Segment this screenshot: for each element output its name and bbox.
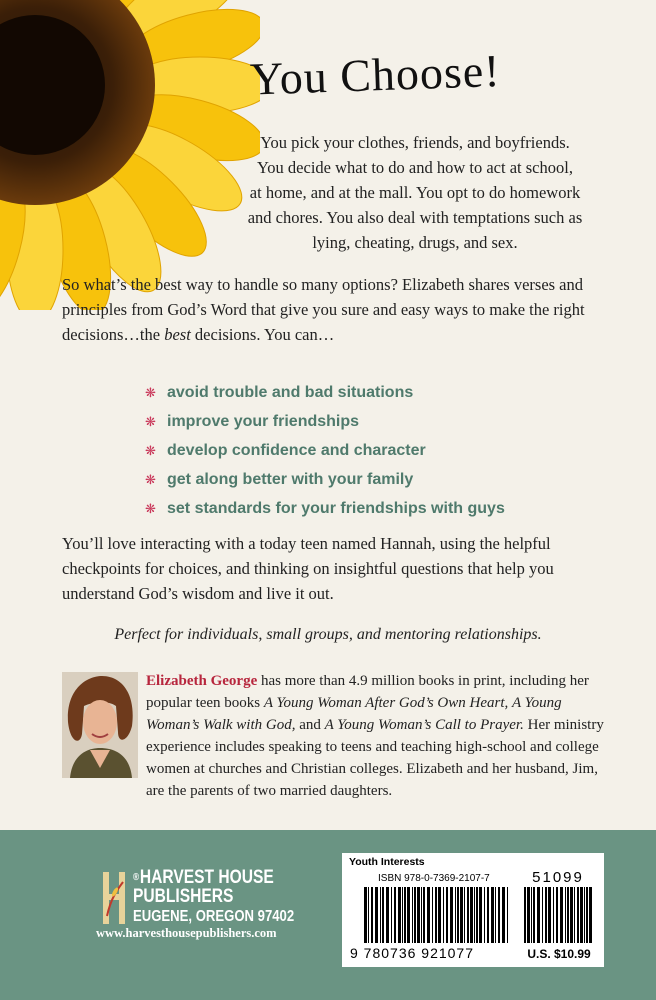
barcode-bar	[537, 887, 540, 943]
barcode-bar	[470, 887, 473, 943]
barcode-bar	[391, 887, 392, 943]
barcode-bar	[548, 887, 551, 943]
benefit-text: get along better with your family	[167, 471, 414, 488]
isbn-text: ISBN 978-0-7369-2107-7	[378, 873, 490, 884]
barcode-bar	[368, 887, 369, 943]
barcode-bar	[567, 887, 569, 943]
barcode-bar	[586, 887, 588, 943]
paragraph-text: You’ll love interacting with a today teen named Hannah, using the helpful checkpoints for choices, and thinking on insightful questions that help you understand God’s wisdom and live it out.	[62, 534, 554, 603]
barcode-bar	[577, 887, 579, 943]
harvest-house-logo	[101, 868, 127, 926]
barcode-bar	[560, 887, 563, 943]
publisher-name	[133, 868, 274, 906]
barcode-bar	[375, 887, 378, 943]
barcode-bar	[450, 887, 453, 943]
barcode-bar	[404, 887, 406, 943]
barcode-category: Youth Interests	[349, 856, 425, 868]
addon-number: 51099	[532, 869, 584, 886]
barcode-bar	[414, 887, 416, 943]
barcode-bar	[394, 887, 396, 943]
options-paragraph	[62, 272, 607, 347]
barcode-bar	[407, 887, 410, 943]
barcode-bar	[531, 887, 532, 943]
list-item	[145, 407, 505, 436]
barcode-bar	[589, 887, 592, 943]
barcode-bar	[502, 887, 505, 943]
barcode-bar	[423, 887, 425, 943]
barcode-bar	[479, 887, 482, 943]
bio-text: has more than 4.9 million books in print, including her popular teen books	[146, 673, 589, 711]
barcode-bar	[402, 887, 403, 943]
barcode-bar	[527, 887, 530, 943]
barcode-bar	[446, 887, 448, 943]
barcode-bar	[580, 887, 583, 943]
barcode-bar	[412, 887, 413, 943]
barcode-bar	[542, 887, 543, 943]
barcode-bar	[487, 887, 489, 943]
barcode-bar	[467, 887, 469, 943]
isbn-barcode	[362, 887, 512, 943]
intro-line: You pick your clothes, friends, and boyfriends.	[260, 133, 570, 152]
list-item	[145, 494, 505, 523]
intro-text	[210, 130, 620, 255]
barcode-bar	[574, 887, 575, 943]
publisher-name-line: PUBLISHERS	[133, 886, 234, 907]
author-name: Elizabeth George	[146, 673, 258, 689]
barcode-bar	[457, 887, 459, 943]
barcode-bar	[464, 887, 465, 943]
intro-line: lying, cheating, drugs, and sex.	[312, 233, 518, 252]
flower-bullet-icon: ❋	[145, 501, 156, 517]
barcode-bar	[443, 887, 444, 943]
barcode-bar	[533, 887, 535, 943]
barcode-bar	[455, 887, 456, 943]
barcode-bar	[495, 887, 496, 943]
bio-text: Her ministry experience includes speaking to teens and teaching high-school and college women at churches and Christian colleges. Elizabeth and her husband, Jim, are the parents of two married daughters.	[146, 717, 604, 799]
intro-line: and chores. You also deal with temptations such as	[247, 208, 583, 227]
barcode-bar	[382, 887, 384, 943]
benefit-text: improve your friendships	[167, 413, 360, 430]
barcode-bar	[364, 887, 367, 943]
barcode-bar	[570, 887, 573, 943]
barcode-bar	[432, 887, 433, 943]
barcode-bar	[524, 887, 526, 943]
author-bio	[146, 670, 616, 802]
hannah-paragraph	[62, 531, 607, 606]
flower-bullet-icon: ❋	[145, 414, 156, 430]
barcode-bar	[498, 887, 500, 943]
barcode-bar	[545, 887, 547, 943]
list-item	[145, 436, 505, 465]
flower-bullet-icon: ❋	[145, 472, 156, 488]
barcode-bar	[460, 887, 463, 943]
bio-text: and	[295, 717, 325, 733]
benefit-text: avoid trouble and bad situations	[167, 384, 414, 401]
barcode-bar	[565, 887, 566, 943]
addon-barcode	[522, 887, 594, 943]
benefit-text: develop confidence and character	[167, 442, 426, 459]
barcode-bar	[380, 887, 381, 943]
barcode-digits: 9 780736 921077	[350, 945, 474, 961]
barcode-bar	[507, 887, 508, 943]
book-title: A Young Woman’s Walk with God,	[146, 695, 562, 733]
list-item	[145, 465, 505, 494]
publisher-name-line: ® HARVEST HOUSE	[133, 868, 274, 887]
book-title: A Young Woman After God’s Own Heart,	[263, 695, 509, 711]
publisher-url: www.harvesthousepublishers.com	[96, 926, 277, 940]
flower-bullet-icon: ❋	[145, 385, 156, 401]
barcode-bar	[438, 887, 441, 943]
intro-line: at home, and at the mall. You opt to do homework	[249, 183, 581, 202]
benefit-text: set standards for your friendships with guys	[167, 500, 505, 517]
barcode-bar	[491, 887, 494, 943]
barcode-bar	[476, 887, 478, 943]
barcode-bar	[474, 887, 475, 943]
paragraph-text: decisions. You can…	[190, 325, 335, 344]
barcode-bar	[435, 887, 437, 943]
barcode-bar	[398, 887, 401, 943]
barcode-bar	[371, 887, 373, 943]
barcode-box	[342, 853, 604, 967]
page-title: You Choose!	[249, 44, 502, 105]
barcode-bar	[584, 887, 585, 943]
barcode-bar	[427, 887, 430, 943]
price: U.S. $10.99	[527, 947, 591, 961]
barcode-bar	[553, 887, 554, 943]
barcode-bar	[556, 887, 558, 943]
benefits-list	[145, 378, 505, 523]
flower-bullet-icon: ❋	[145, 443, 156, 459]
list-item	[145, 378, 505, 407]
paragraph-text: So what’s the best way to handle so many options? Elizabeth shares verses and principles from God’s Word that give you sure and easy ways to make the right decisions…the	[62, 275, 585, 344]
barcode-bar	[421, 887, 422, 943]
barcode-bar	[386, 887, 389, 943]
book-title: A Young Woman’s Call to Prayer.	[324, 717, 524, 733]
intro-line: You decide what to do and how to act at school,	[257, 158, 573, 177]
publisher-city: EUGENE, OREGON 97402	[133, 908, 295, 925]
tagline: Perfect for individuals, small groups, and mentoring relationships.	[114, 626, 542, 643]
author-photo	[62, 672, 138, 778]
barcode-bar	[417, 887, 420, 943]
barcode-bar	[484, 887, 485, 943]
emphasis-text: best	[164, 325, 191, 344]
